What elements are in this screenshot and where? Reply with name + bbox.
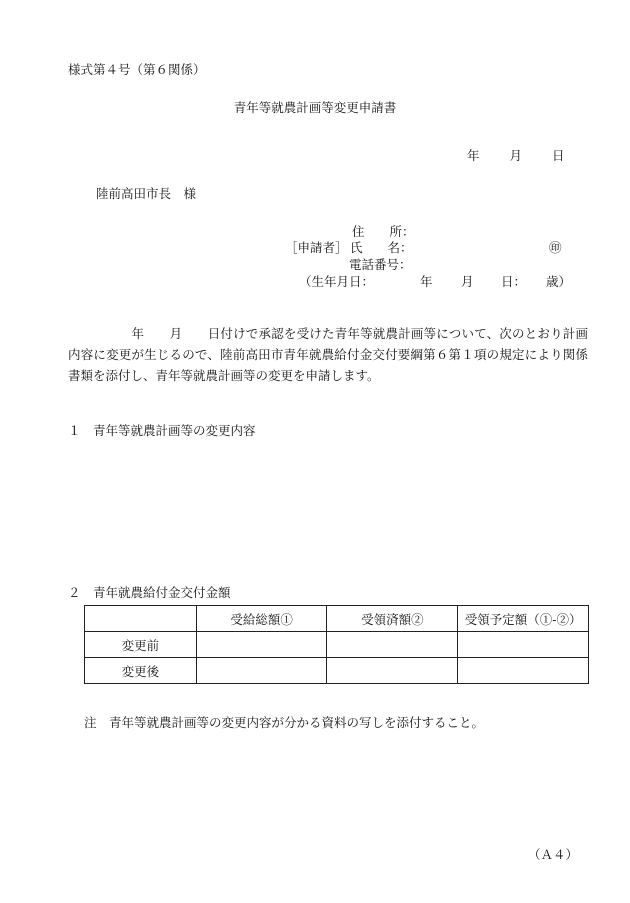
note-text: 注 青年等就農計画等の変更内容が分かる資料の写しを添付すること。: [84, 715, 485, 730]
table-row: [85, 632, 589, 658]
document-title: 青年等就農計画等変更申請書: [233, 100, 397, 115]
date-line: [467, 150, 565, 163]
section1-heading: １ 青年等就農計画等の変更内容: [68, 423, 256, 438]
age-label: 歳）: [546, 274, 572, 289]
date-day: 日: [552, 148, 565, 163]
table-header-scheduled: 受領予定額（①-②）: [458, 606, 589, 632]
birth-label: （生年月日：: [299, 274, 375, 289]
birth-day: 日：: [501, 274, 527, 289]
section2-heading: ２ 青年就農給付金交付金額: [68, 585, 231, 600]
seal-mark: ㊞: [549, 240, 562, 255]
birth-month: 月: [461, 274, 474, 289]
phone-label: 電話番号：: [349, 257, 412, 272]
table-header-row: [85, 606, 589, 632]
table-cell: [458, 632, 589, 658]
birth-year: 年: [420, 274, 433, 289]
body-paragraph: 年 月 日付けで承認を受けた青年等就農計画等について、次のとおり計画内容に変更が生じるので、陸前高田市青年就農給付金交付要綱第６第１項の規定により関係書類を添付し、青年等就農計画等の変更を申請します。: [68, 326, 588, 383]
table-cell: [327, 632, 458, 658]
date-year: 年: [467, 148, 480, 163]
table-cell: [458, 658, 589, 684]
row-label-after: 変更後: [85, 658, 197, 684]
table-header-total: 受給総額①: [196, 606, 327, 632]
amount-table: [84, 605, 589, 684]
table-cell: [327, 658, 458, 684]
paper-size-label: （Ａ４）: [528, 847, 579, 862]
address-label: 住 所：: [352, 224, 415, 239]
applicant-label: ［申請者］: [285, 240, 348, 255]
name-label: 氏 名：: [350, 240, 413, 255]
row-label-before: 変更前: [85, 632, 197, 658]
table-cell: [196, 658, 327, 684]
date-month: 月: [509, 148, 523, 163]
table-row: [85, 658, 589, 684]
form-number: 様式第４号（第６関係）: [68, 62, 206, 77]
table-header-received: 受領済額②: [327, 606, 458, 632]
addressee: 陸前高田市長 様: [96, 186, 197, 201]
table-cell: [196, 632, 327, 658]
table-header-blank: [85, 606, 197, 632]
